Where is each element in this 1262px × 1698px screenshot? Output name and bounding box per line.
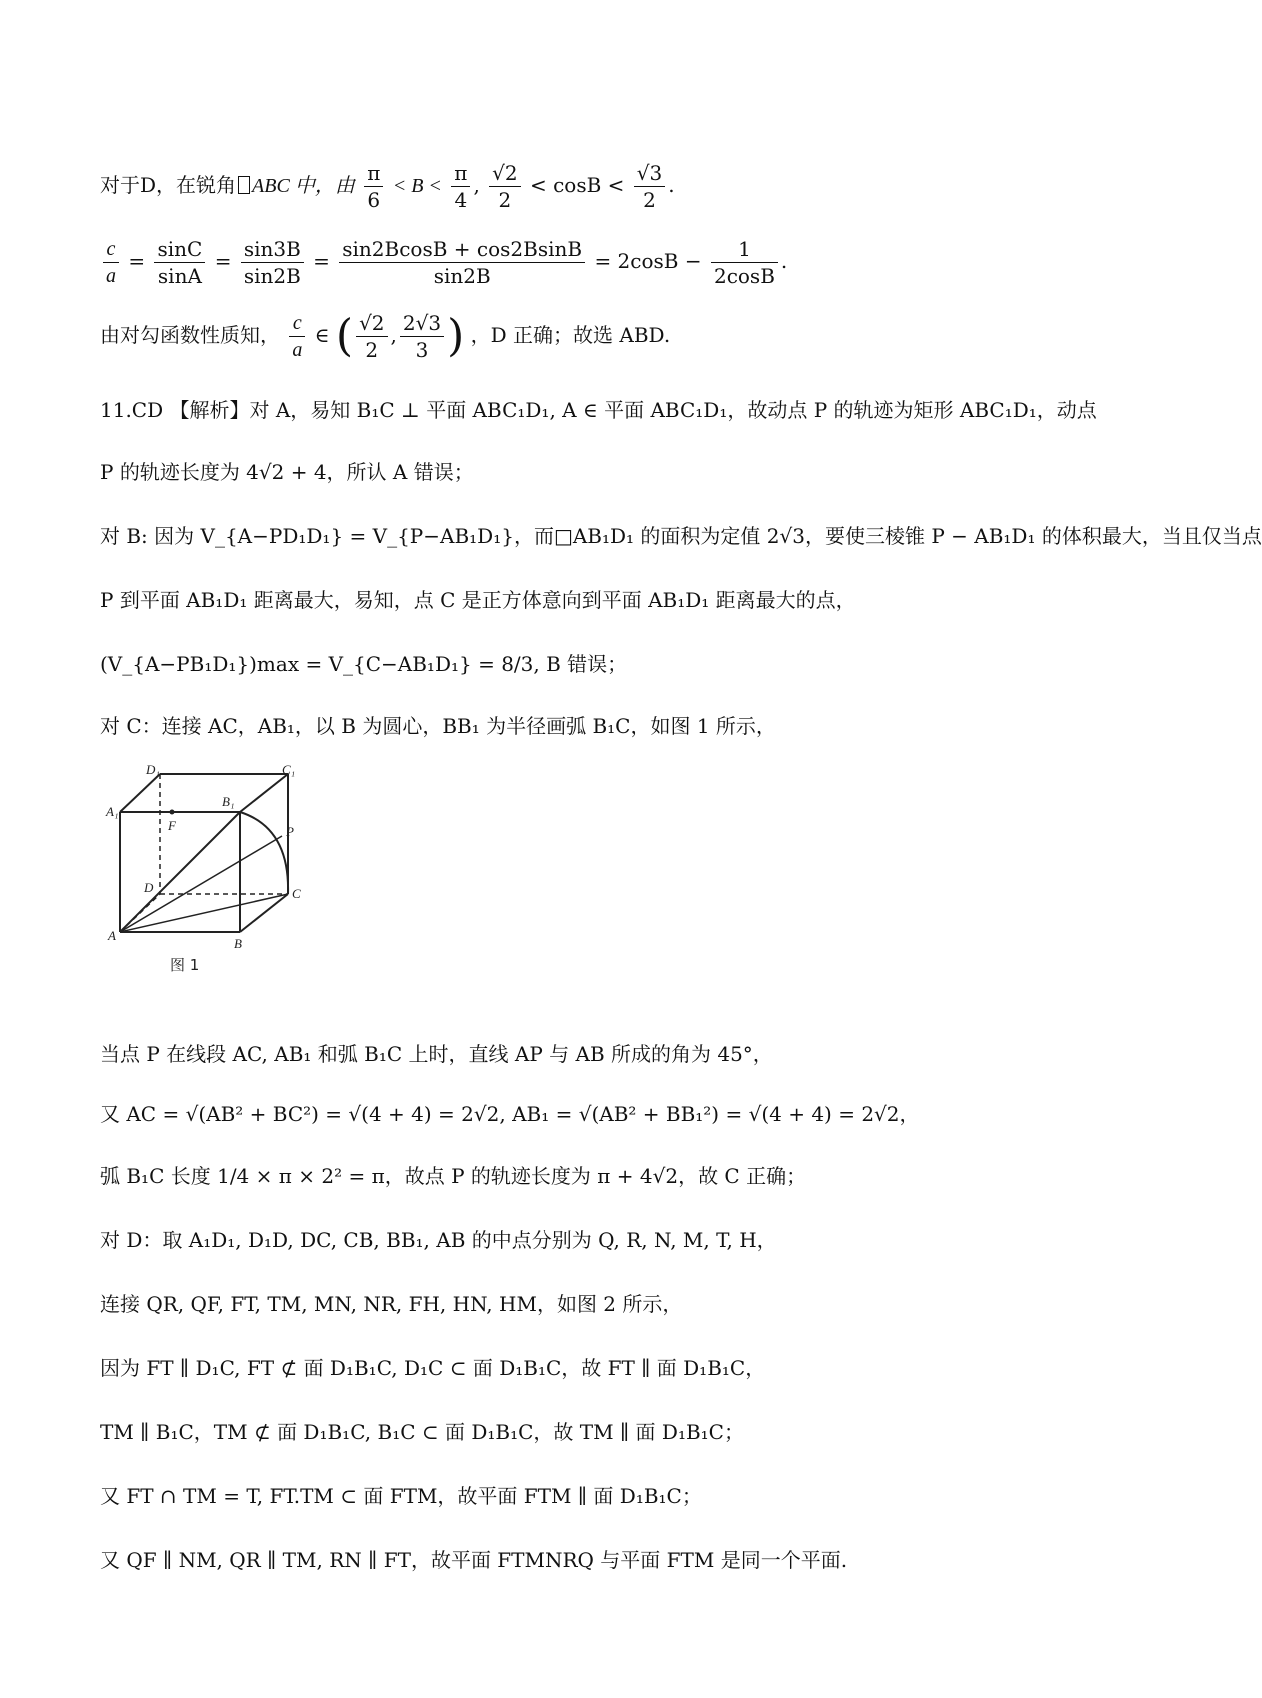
fraction: $\frac{√3}{2}$ <box>634 160 665 213</box>
text-line-1: 对于D，在锐角 ABC 中，由 $\frac{\pi}{6}$ < B < $\frac{\pi}{4}$ , $\frac{√2}{2}$ < cosB < $\frac{√3}{2}$ . <box>100 161 675 212</box>
text-line-9: 对 C：连接 AC，AB₁，以 B 为圆心，BB₁ 为半径画弧 B₁C，如图 1 所示， <box>100 714 776 738</box>
label-p: P <box>286 824 294 839</box>
arc-b1c <box>240 812 288 894</box>
label-d: D <box>144 880 154 895</box>
text-span: < B < <box>392 175 442 197</box>
text-line-13: 对 D：取 A₁D₁, D₁D, DC, CB, BB₁, AB 的中点分别为 Q, R, N, M, T, H， <box>100 1228 777 1252</box>
label-b1: B₁ <box>222 794 235 809</box>
cube-figure <box>106 762 340 1008</box>
label-a: A <box>108 928 116 943</box>
label-c1: C₁ <box>282 762 296 777</box>
fraction: $\frac{\sin C}{\sin A}$ <box>154 236 205 289</box>
fraction: $\frac{\pi}{6}$ <box>364 160 383 213</box>
left-paren-icon: ( <box>335 310 354 362</box>
text-line-6: 对 B: 因为 V_{A−PD₁D₁} = V_{P−AB₁D₁}，而□AB₁D₁ 的面积为定值 2√3，要使三棱锥 P − AB₁D₁ 的体积最大，当且仅当点 <box>100 524 1262 548</box>
figure-caption: 图 1 <box>170 956 200 974</box>
label-c: C <box>292 886 301 901</box>
text-line-17: 又 FT ∩ TM = T, FT.TM ⊂ 面 FTM，故平面 FTM ∥ 面 D₁B₁C； <box>100 1484 702 1508</box>
text-span: < cosB < <box>529 173 625 197</box>
cube-edge <box>120 774 160 812</box>
fraction: $\frac{\pi}{4}$ <box>451 160 470 213</box>
text-line-5: P 的轨迹长度为 4√2 + 4，所认 A 错误； <box>100 460 474 484</box>
text-line-8: (V_{A−PB₁D₁})max = V_{C−AB₁D₁} = 8/3, B 错误； <box>100 652 628 676</box>
fraction: $\frac{c}{a}$ <box>289 310 305 363</box>
right-paren-icon: ) <box>447 310 465 362</box>
text-line-7: P 到平面 AB₁D₁ 距离最大，易知，点 C 是正方体意向到平面 AB₁D₁ 距离最大的点， <box>100 588 856 612</box>
label-b: B <box>234 936 242 951</box>
text-line-11: 又 AC = √(AB² + BC²) = √(4 + 4) = 2√2, AB₁ = √(AB² + BB₁²) = √(4 + 4) = 2√2， <box>100 1102 920 1126</box>
text-span: ABC 中，由 <box>252 175 355 197</box>
text-line-14: 连接 QR, QF, FT, TM, MN, NR, FH, HN, HM，如图 2 所示， <box>100 1292 683 1316</box>
fraction: $\frac{2√3}{3}$ <box>400 310 444 363</box>
fraction: $\frac{√2}{2}$ <box>356 310 387 363</box>
cube-edge <box>240 774 288 812</box>
fraction: $\frac{1}{2\cos B}$ <box>711 236 778 289</box>
label-a1: A₁ <box>106 804 119 819</box>
point-f <box>170 810 175 815</box>
label-d1: D₁ <box>146 762 160 777</box>
fraction: $\frac{c}{a}$ <box>103 236 119 289</box>
text-line-16: TM ∥ B₁C，TM ⊄ 面 D₁B₁C, B₁C ⊂ 面 D₁B₁C，故 TM ∥ 面 D₁B₁C； <box>100 1420 744 1444</box>
text-line-12: 弧 B₁C 长度 1/4 × π × 2² = π，故点 P 的轨迹长度为 π + 4√2，故 C 正确； <box>100 1164 807 1188</box>
fraction: $\frac{\sin 2BcosB + \cos 2BsinB}{\sin 2B}$ <box>339 236 585 289</box>
text-line-4: 11.CD 【解析】对 A，易知 B₁C ⊥ 平面 ABC₁D₁, A ∈ 平面 ABC₁D₁，故动点 P 的轨迹为矩形 ABC₁D₁，动点 <box>100 398 1097 422</box>
text-line-3: 由对勾函数性质知， $\frac{c}{a}$ ∈ ( $\frac{√2}{2}$ , $\frac{2√3}{3}$ ) ，D 正确；故选 ABD. <box>100 310 671 362</box>
fraction: $\frac{√2}{2}$ <box>489 160 520 213</box>
text-line-18: 又 QF ∥ NM, QR ∥ TM, RN ∥ FT，故平面 FTMNRQ 与平面 FTM 是同一个平面. <box>100 1548 848 1572</box>
text-span: 对于D，在锐角 <box>100 173 237 197</box>
text-line-10: 当点 P 在线段 AC, AB₁ 和弧 B₁C 上时，直线 AP 与 AB 所成的角为 45°， <box>100 1042 773 1066</box>
text-line-15: 因为 FT ∥ D₁C, FT ⊄ 面 D₁B₁C, D₁C ⊂ 面 D₁B₁C，故 FT ∥ 面 D₁B₁C， <box>100 1356 766 1380</box>
text-line-2: $\frac{c}{a}$ = $\frac{\sin C}{\sin A}$ = $\frac{\sin 3B}{\sin 2B}$ = $\frac{\sin 2BcosB + \cos 2BsinB}{\sin 2B}$ = 2cosB − $\frac{1}{2\cos B}$ . <box>100 236 787 289</box>
placeholder-box-icon <box>238 176 250 194</box>
label-f: F <box>168 818 176 833</box>
fraction: $\frac{\sin 3B}{\sin 2B}$ <box>241 236 304 289</box>
